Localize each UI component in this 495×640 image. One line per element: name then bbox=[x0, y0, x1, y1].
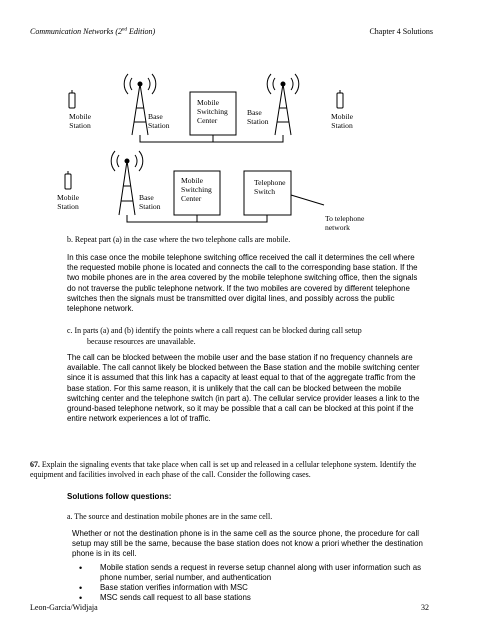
footer-authors: Leon-Garcia/Widjaja bbox=[30, 603, 98, 612]
header-title-sup: nd bbox=[122, 27, 127, 33]
page-number: 32 bbox=[421, 603, 429, 612]
label-msc: Mobile Switching Center bbox=[181, 176, 212, 203]
label-mobile-station: Mobile Station bbox=[69, 112, 91, 130]
list-item: • Base station verifies information with MSC bbox=[72, 583, 432, 593]
running-header-chapter: Chapter 4 Solutions bbox=[369, 27, 433, 36]
answer-part-c: The call can be blocked between the mobile user and the base station if no frequency channels are available. The call cannot likely be blocked between the Base station and the mobile switching center since it is assumed that this link has a capacity at least equal to that of the aggregate traffic from the base station. For this same reason, it is unlikely that the call can be blocked between the mobile switching center and the telephone switch (in part a). The cellular service provider leases a link to the ground-based telephone network, so it may be possible that a call can be blocked at this point if the entire network experiences a lot of traffic. bbox=[67, 353, 420, 424]
list-item: • MSC sends call request to all base stations bbox=[72, 593, 432, 603]
label-base-station: Base Station bbox=[247, 108, 269, 126]
list-item: • Mobile station sends a request in reverse setup channel along with user information such as phone number, serial number, and authentication bbox=[72, 563, 432, 583]
label-mobile-station: Mobile Station bbox=[57, 193, 79, 211]
answer-part-a: Whether or not the destination phone is in the same cell as the source phone, the procedure for call setup may still be the same, because the base station does not know a priori whether the destination phone is in its cell. bbox=[72, 529, 423, 559]
question-part-c-line2: because resources are unavailable. bbox=[87, 337, 196, 346]
label-telephone-switch: Telephone Switch bbox=[254, 178, 286, 196]
mobile-phone-icon bbox=[65, 171, 71, 189]
link-line bbox=[197, 215, 267, 222]
header-title-suffix: Edition) bbox=[127, 27, 156, 36]
label-base-station: Base Station bbox=[139, 193, 161, 211]
label-mobile-station: Mobile Station bbox=[331, 112, 353, 130]
bullet-list bbox=[72, 563, 432, 603]
link-line bbox=[213, 135, 283, 142]
answer-part-b: In this case once the mobile telephone switching office received the call it determines the cell where the requested mobile phone is located and connects the call to the corresponding base station. If the two mobile phones are in the area covered by the mobile telephone switching office, then the signals do not traverse the public telephone network. If the two mobiles are covered by different telephone switches then the signals must be transmitted over digital lines, and possibly across the public telephone network. bbox=[67, 253, 418, 314]
header-title-prefix: Communication Networks (2 bbox=[30, 27, 122, 36]
label-base-station: Base Station bbox=[148, 112, 170, 130]
question-67 bbox=[30, 460, 430, 480]
solutions-heading: Solutions follow questions: bbox=[67, 492, 172, 501]
question-part-c-line1: c. In parts (a) and (b) identify the points where a call request can be blocked during call setup bbox=[67, 326, 362, 335]
mobile-phone-icon bbox=[69, 90, 75, 108]
label-to-telephone-network: To telephone network bbox=[325, 214, 365, 232]
mobile-phone-icon bbox=[337, 90, 343, 108]
link-line bbox=[140, 135, 213, 142]
label-msc: Mobile Switching Center bbox=[197, 98, 228, 125]
question-67-text: Explain the signaling events that take place when call is set up and released in a cellular telephone system. Identify the equipment and facilities involved in each phase of the call. Consider the following cases. bbox=[30, 460, 417, 479]
link-line bbox=[291, 195, 324, 205]
question-number: 67. bbox=[30, 460, 40, 469]
link-line bbox=[127, 215, 197, 222]
question-part-a: a. The source and destination mobile phones are in the same cell. bbox=[67, 512, 273, 521]
question-part-b: b. Repeat part (a) in the case where the two telephone calls are mobile. bbox=[67, 235, 291, 244]
